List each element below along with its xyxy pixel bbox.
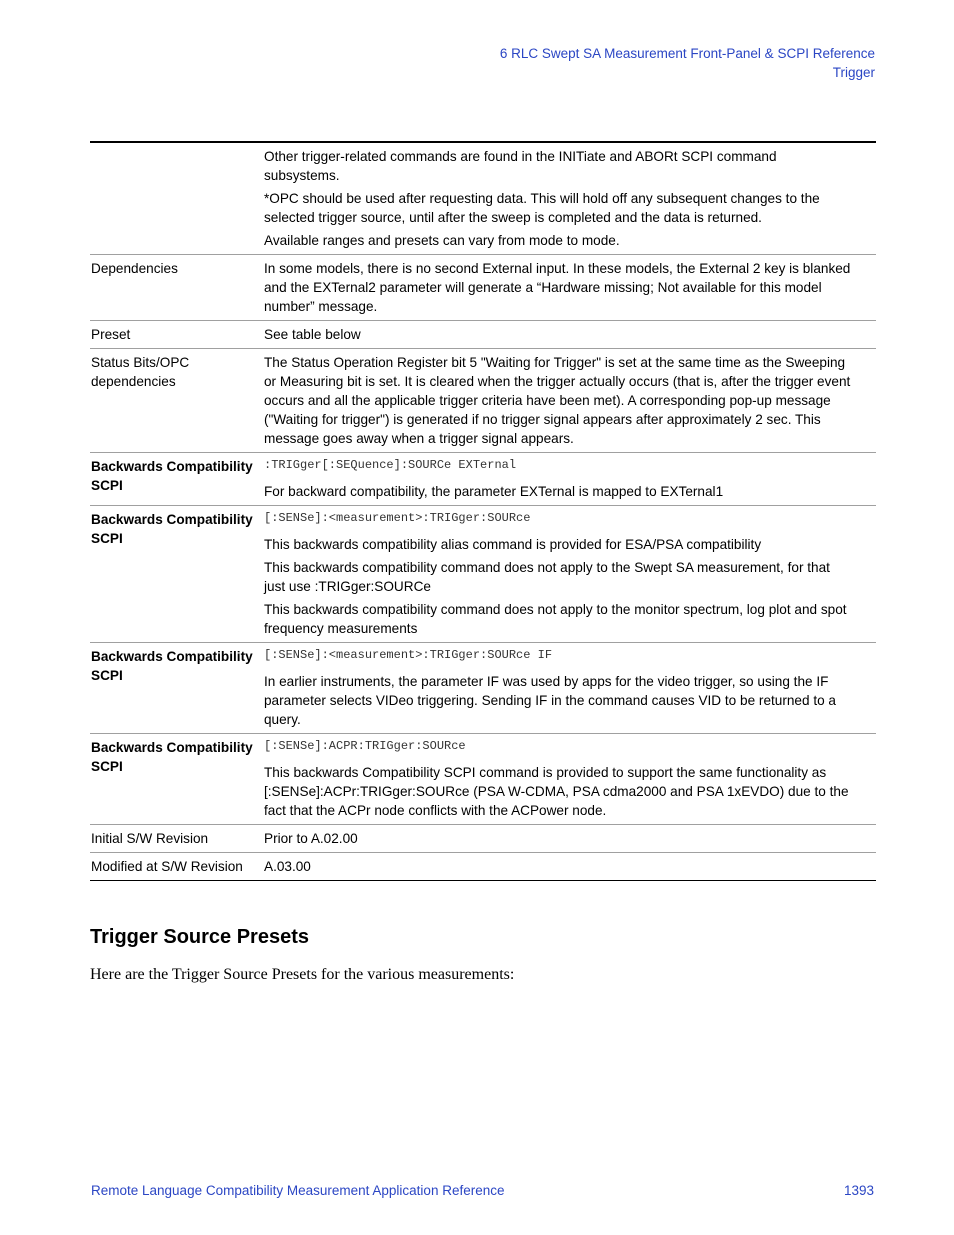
row-paragraph: Available ranges and presets can vary from mode to mode. xyxy=(264,233,620,248)
footer-title: Remote Language Compatibility Measurement Application Reference xyxy=(91,1183,505,1198)
table-row xyxy=(90,348,876,452)
row-paragraph: This backwards compatibility alias command is provided for ESA/PSA compatibility xyxy=(264,537,762,552)
row-value xyxy=(264,321,876,348)
row-paragraph: See table below xyxy=(264,327,361,342)
row-paragraph: For backward compatibility, the parameter EXTernal is mapped to EXTernal1 xyxy=(264,484,724,499)
scpi-command: :TRIGger[:SEQuence]:SOURCe EXTernal xyxy=(264,458,517,472)
row-paragraph: *OPC should be used after requesting data. This will hold off any subsequent changes to the selected trigger source, until after the sweep is completed and the data is returned. xyxy=(264,191,820,225)
row-paragraph: This backwards compatibility command does not apply to the monitor spectrum, log plot and spot frequency measurements xyxy=(264,602,847,636)
table-row xyxy=(90,143,876,254)
scpi-command: [:SENSe]:<measurement>:TRIGger:SOURce IF xyxy=(264,648,553,662)
table-row xyxy=(90,852,876,880)
row-label: Dependencies xyxy=(91,261,178,276)
row-label: Backwards Compatibility SCPI xyxy=(91,459,253,493)
row-label: Modified at S/W Revision xyxy=(91,859,243,874)
row-value xyxy=(264,506,876,642)
row-paragraph: Prior to A.02.00 xyxy=(264,831,358,846)
table-row xyxy=(90,642,876,733)
row-value xyxy=(264,453,876,505)
row-paragraph: In earlier instruments, the parameter IF was used by apps for the video trigger, so using the IF parameter selects VIDeo triggering. Sending IF in the command causes VID to be returned to a query. xyxy=(264,674,836,727)
table-row xyxy=(90,733,876,824)
row-value xyxy=(264,349,876,452)
row-label: Preset xyxy=(91,327,131,342)
page-number: 1393 xyxy=(843,1183,874,1198)
table-row xyxy=(90,254,876,320)
command-properties-table xyxy=(90,141,876,881)
row-value xyxy=(264,255,876,320)
row-value xyxy=(264,734,876,824)
section-heading: Trigger Source Presets xyxy=(90,926,309,948)
table-row xyxy=(90,320,876,348)
row-label: Initial S/W Revision xyxy=(91,831,209,846)
row-paragraph: A.03.00 xyxy=(264,859,311,874)
row-label: Backwards Compatibility SCPI xyxy=(91,740,253,774)
row-value xyxy=(264,143,876,254)
row-paragraph: The Status Operation Register bit 5 "Waiting for Trigger" is set at the same time as the Sweeping or Measuring bit is set. It is cleared when the trigger actually occurs (that is, after the trigger event occurs and all the applicable trigger criteria have been met). A corresponding pop-up message ("Waiting for trigger") is generated if no trigger signal appears after approximately 2 sec. This message goes away when a trigger signal appears. xyxy=(264,355,851,446)
row-label: Backwards Compatibility SCPI xyxy=(91,649,253,683)
row-label: Backwards Compatibility SCPI xyxy=(91,512,253,546)
scpi-command: [:SENSe]:<measurement>:TRIGger:SOURce xyxy=(264,511,531,525)
section-intro: Here are the Trigger Source Presets for the various measurements: xyxy=(90,966,515,983)
header-chapter: 6 RLC Swept SA Measurement Front-Panel & SCPI Reference xyxy=(499,46,875,61)
table-row xyxy=(90,505,876,642)
scpi-command: [:SENSe]:ACPR:TRIGger:SOURce xyxy=(264,739,466,753)
row-value xyxy=(264,853,876,880)
running-header xyxy=(500,44,875,82)
table-row xyxy=(90,452,876,505)
row-paragraph: This backwards compatibility command does not apply to the Swept SA measurement, for that just use :TRIGger:SOURCe xyxy=(264,560,830,594)
row-value xyxy=(264,825,876,852)
row-paragraph: Other trigger-related commands are found in the INITiate and ABORt SCPI command subsystems. xyxy=(264,149,777,183)
row-label xyxy=(90,143,264,254)
row-value xyxy=(264,643,876,733)
row-paragraph: In some models, there is no second External input. In these models, the External 2 key is blanked and the EXTernal2 parameter will generate a “Hardware missing; Not available for this model number” message. xyxy=(264,261,851,314)
row-paragraph: This backwards Compatibility SCPI command is provided to support the same functionality as [:SENSe]:ACPr:TRIGger:SOURce (PSA W-CDMA, PSA cdma2000 and PSA 1xEVDO) due to the fact that the ACPr node conflicts with the ACPower node. xyxy=(264,765,849,818)
header-section: Trigger xyxy=(832,65,875,80)
table-row xyxy=(90,824,876,852)
row-label: Status Bits/OPC dependencies xyxy=(91,355,190,389)
